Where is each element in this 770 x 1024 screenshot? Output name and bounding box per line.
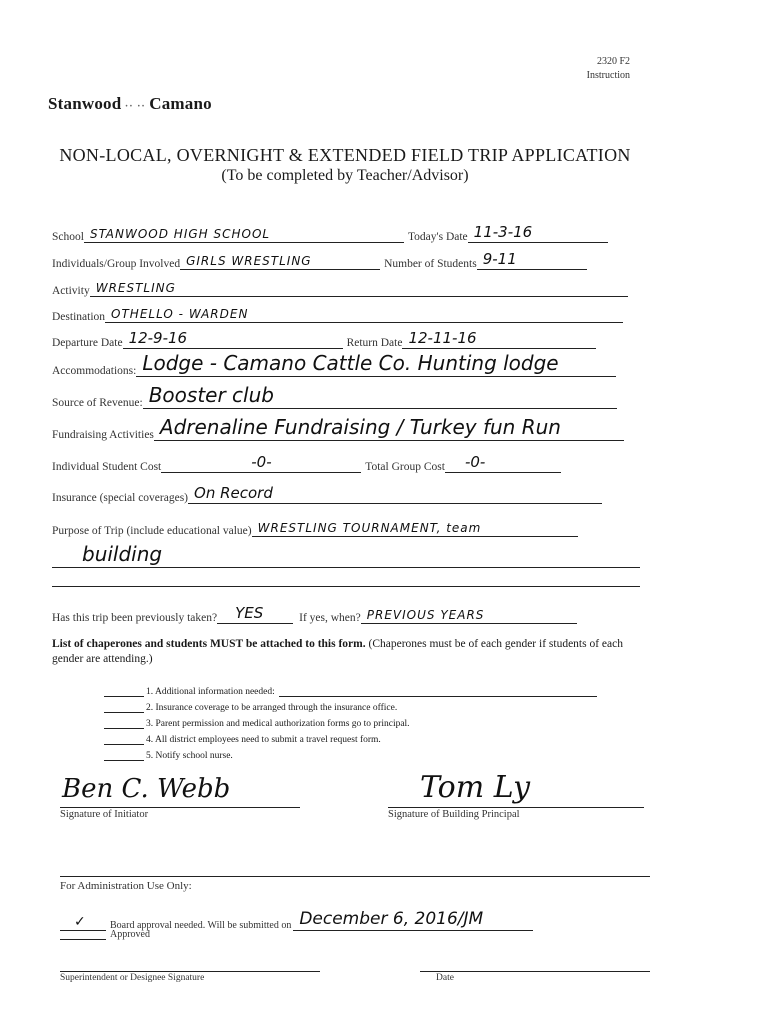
return-field[interactable] [402,328,596,349]
students-field[interactable] [477,249,587,270]
group-value: GIRLS WRESTLING [186,254,312,268]
checklist-text: 4. All district employees need to submit a travel request form. [146,735,381,745]
students-label: Number of Students [384,258,477,270]
purpose-row-2 [52,542,640,568]
student-cost-field[interactable] [161,452,361,473]
destination-row [52,302,623,323]
costs-row [52,452,561,473]
purpose-value: WRESTLING TOURNAMENT, team [257,521,482,535]
additional-info-line[interactable] [279,686,597,697]
accommodations-row [52,351,616,377]
checklist-text: 2. Insurance coverage to be arranged through the insurance office. [146,703,398,713]
superintendent-signature-label: Superintendent or Designee Signature [60,973,205,983]
school-field[interactable] [84,222,404,243]
fundraising-label: Fundraising Activities [52,429,154,441]
principal-signature-line[interactable] [388,806,644,808]
revenue-field[interactable] [143,383,617,409]
students-value: 9-11 [482,250,517,268]
previous-label: Has this trip been previously taken? [52,612,218,624]
checklist-item [104,718,410,729]
page-subtitle: (To be completed by Teacher/Advisor) [221,167,469,184]
accommodations-label: Accommodations: [52,365,137,377]
board-date-value: December 6, 2016/JM [299,909,484,929]
when-value: PREVIOUS YEARS [366,608,485,622]
checklist-blank[interactable] [104,686,144,697]
student-cost-value: -0- [251,453,272,471]
checkmark-icon: ✓ [74,914,86,930]
insurance-value: On Record [194,484,273,502]
board-date-field[interactable] [293,909,533,931]
superintendent-signature-line[interactable] [60,970,320,972]
departure-label: Departure Date [52,337,123,349]
accommodations-field[interactable] [136,351,616,377]
board-approval-label: Board approval needed. Will be submitted on [110,920,292,931]
revenue-row [52,383,617,409]
today-field[interactable] [468,222,608,243]
activity-row [52,276,628,297]
revenue-value: Booster club [148,383,274,407]
approved-checkbox[interactable] [60,929,106,940]
activity-value: WRESTLING [95,281,176,295]
principal-signature: Tom Ly [420,770,531,805]
fundraising-value: Adrenaline Fundraising / Turkey fun Run [159,415,561,439]
purpose-field[interactable] [252,516,578,537]
checklist-item [104,750,233,761]
destination-value: OTHELLO - WARDEN [111,307,249,321]
school-row [52,222,608,243]
checklist-item [104,702,397,713]
initiator-signature-line[interactable] [60,806,300,808]
checklist-text: 1. Additional information needed: [146,687,275,697]
when-field[interactable] [361,603,577,624]
page-title: NON-LOCAL, OVERNIGHT & EXTENDED FIELD TRIP APPLICATION [59,145,631,165]
school-value: STANWOOD HIGH SCHOOL [89,227,271,241]
form-code: 2320 F2 [596,56,630,67]
form-code-block [587,55,630,83]
checklist-text: 3. Parent permission and medical authorization forms go to principal. [146,719,410,729]
purpose-row [52,516,578,537]
activity-label: Activity [52,285,90,297]
group-field[interactable] [180,249,380,270]
checklist-text: 5. Notify school nurse. [146,751,233,761]
revenue-label: Source of Revenue: [52,397,143,409]
checklist-blank[interactable] [104,734,144,745]
admin-date-label: Date [436,973,454,983]
approved-row [60,929,150,940]
departure-field[interactable] [123,328,343,349]
form-type: Instruction [586,70,630,81]
departure-value: 12-9-16 [128,329,188,347]
purpose-value-2: building [82,542,163,566]
district-logo: Stanwood ·· ·· Camano [48,94,212,113]
today-value: 11-3-16 [473,223,533,241]
admin-section-label: For Administration Use Only: [60,880,192,892]
when-label: If yes, when? [299,612,361,624]
initiator-signature: Ben C. Webb [62,774,231,804]
purpose-field-2[interactable] [52,542,640,568]
group-cost-label: Total Group Cost [365,461,445,473]
destination-field[interactable] [105,302,623,323]
student-cost-label: Individual Student Cost [52,461,162,473]
fundraising-field[interactable] [154,415,624,441]
admin-date-line[interactable] [420,970,650,972]
fundraising-row [52,415,624,441]
checklist-blank[interactable] [104,718,144,729]
chaperone-gender-note: (Chaperones must be of each gender if students of each gender are attending.) [52,638,623,665]
chaperone-note [52,637,652,667]
purpose-label: Purpose of Trip (include educational value) [52,525,252,537]
group-cost-value: -0- [464,453,486,471]
logo-left: Stanwood [48,94,122,113]
school-label: School [52,231,84,243]
activity-field[interactable] [90,276,628,297]
previous-field[interactable] [217,603,293,624]
destination-label: Destination [52,311,106,323]
dates-row [52,328,596,349]
accommodations-value: Lodge - Camano Cattle Co. Hunting lodge [142,351,559,375]
previous-value: YES [235,604,264,622]
checklist-item [104,734,381,745]
group-cost-field[interactable] [445,452,561,473]
insurance-field[interactable] [188,483,602,504]
group-label: Individuals/Group Involved [52,258,181,270]
initiator-signature-label: Signature of Initiator [60,809,149,820]
admin-divider [60,876,650,877]
checklist-blank[interactable] [104,750,144,761]
chaperone-bold: List of chaperones and students MUST be attached to this form. [52,638,366,650]
checklist-blank[interactable] [104,702,144,713]
today-label: Today's Date [407,231,468,243]
insurance-row [52,483,602,504]
logo-right: Camano [149,94,212,113]
purpose-blank-line [52,585,640,587]
group-row [52,249,587,270]
approved-label: Approved [110,929,150,940]
return-label: Return Date [346,337,403,349]
checklist-item [104,686,599,697]
principal-signature-label: Signature of Building Principal [388,809,520,820]
return-value: 12-11-16 [408,329,477,347]
previous-row [52,603,577,624]
insurance-label: Insurance (special coverages) [52,492,189,504]
